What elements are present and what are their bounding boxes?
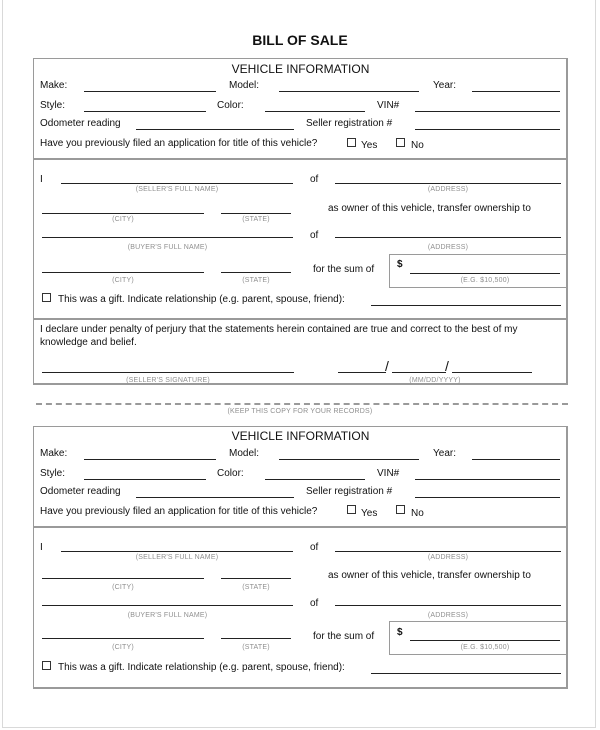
transfer-section: [33, 160, 568, 320]
buyer-city-caption: (CITY): [112, 277, 134, 284]
filed-question-copy: Have you previously filed an application for title of this vehicle?: [40, 506, 318, 517]
vin-label: VIN#: [377, 100, 400, 111]
seller-state-field-copy[interactable]: [221, 578, 291, 579]
seller-registration-field-copy[interactable]: [415, 497, 560, 498]
seller-address-caption-copy: (ADDRESS): [427, 554, 469, 561]
buyer-state-field-copy[interactable]: [221, 638, 291, 639]
buyer-name-caption-copy: (BUYER'S FULL NAME): [127, 612, 208, 619]
sum-box-copy: [389, 621, 568, 655]
document-title: BILL OF SALE: [252, 32, 348, 48]
of-label-copy: of: [310, 542, 319, 553]
declaration-text-line1: I declare under penalty of perjury that the statements herein contained are true and correct to the best of my: [40, 324, 518, 335]
i-label-copy: I: [40, 542, 43, 553]
gift-checkbox-copy[interactable]: [42, 661, 51, 670]
buyer-address-field-copy[interactable]: [335, 605, 561, 606]
cut-line: [36, 403, 568, 405]
filed-question: Have you previously filed an application for title of this vehicle?: [40, 138, 318, 149]
of-label-buyer: of: [310, 230, 319, 241]
owner-transfer-text-copy: as owner of this vehicle, transfer ownership to: [328, 570, 531, 581]
declaration-text-line2: knowledge and belief.: [40, 337, 137, 348]
vin-field-copy[interactable]: [415, 479, 560, 480]
model-field[interactable]: [279, 91, 419, 92]
of-label-buyer-copy: of: [310, 598, 319, 609]
year-label: Year:: [433, 80, 456, 91]
no-label-copy: No: [411, 508, 424, 519]
date-format-caption: (MM/DD/YYYY): [409, 377, 461, 384]
seller-name-field[interactable]: [61, 183, 293, 184]
seller-address-field-copy[interactable]: [335, 551, 561, 552]
seller-name-caption-copy: (SELLER'S FULL NAME): [135, 554, 219, 561]
sum-field-copy[interactable]: [410, 640, 560, 641]
buyer-state-caption-copy: (STATE): [242, 644, 270, 651]
dollar-sign: $: [397, 259, 403, 270]
buyer-city-caption-copy: (CITY): [112, 644, 134, 651]
seller-state-caption-copy: (STATE): [242, 584, 270, 591]
odometer-field[interactable]: [136, 129, 294, 130]
year-field[interactable]: [472, 91, 560, 92]
odometer-field-copy[interactable]: [136, 497, 294, 498]
seller-city-field[interactable]: [42, 213, 204, 214]
vin-field[interactable]: [415, 111, 560, 112]
style-field-copy[interactable]: [84, 479, 206, 480]
seller-name-caption: (SELLER'S FULL NAME): [135, 186, 219, 193]
color-field-copy[interactable]: [265, 479, 365, 480]
buyer-name-field[interactable]: [42, 237, 293, 238]
date-day-field[interactable]: [392, 372, 446, 373]
gift-relationship-field[interactable]: [371, 305, 561, 306]
buyer-name-caption: (BUYER'S FULL NAME): [127, 244, 208, 251]
make-field-copy[interactable]: [84, 459, 216, 460]
gift-label: This was a gift. Indicate relationship (e.g. parent, spouse, friend):: [58, 294, 345, 305]
date-slash-2: /: [445, 358, 449, 374]
buyer-city-field[interactable]: [42, 272, 204, 273]
transfer-section-copy: [33, 528, 568, 689]
i-label: I: [40, 174, 43, 185]
gift-relationship-field-copy[interactable]: [371, 673, 561, 674]
buyer-address-caption-copy: (ADDRESS): [427, 612, 469, 619]
buyer-city-field-copy[interactable]: [42, 638, 204, 639]
color-field[interactable]: [265, 111, 365, 112]
sum-label: for the sum of: [313, 264, 375, 275]
year-field-copy[interactable]: [472, 459, 560, 460]
style-field[interactable]: [84, 111, 206, 112]
sum-box: [389, 254, 568, 288]
seller-city-caption: (CITY): [112, 216, 134, 223]
buyer-name-field-copy[interactable]: [42, 605, 293, 606]
vin-label-copy: VIN#: [377, 468, 400, 479]
seller-state-caption: (STATE): [242, 216, 270, 223]
sum-field[interactable]: [410, 273, 560, 274]
make-label-copy: Make:: [40, 448, 68, 459]
seller-registration-label: Seller registration #: [306, 118, 393, 129]
keep-copy-note: (KEEP THIS COPY FOR YOUR RECORDS): [227, 408, 373, 415]
style-label-copy: Style:: [40, 468, 66, 479]
buyer-state-caption: (STATE): [242, 277, 270, 284]
no-label: No: [411, 140, 424, 151]
no-checkbox[interactable]: [396, 138, 405, 147]
year-label-copy: Year:: [433, 448, 456, 459]
no-checkbox-copy[interactable]: [396, 505, 405, 514]
model-label: Model:: [229, 80, 260, 91]
odometer-label: Odometer reading: [40, 118, 121, 129]
buyer-address-caption: (ADDRESS): [427, 244, 469, 251]
of-label: of: [310, 174, 319, 185]
buyer-address-field[interactable]: [335, 237, 561, 238]
style-label: Style:: [40, 100, 66, 111]
sum-example-caption-copy: (E.G. $10,500): [460, 644, 510, 651]
dollar-sign-copy: $: [397, 627, 403, 638]
date-slash-1: /: [385, 358, 389, 374]
yes-label: Yes: [361, 140, 378, 151]
make-field[interactable]: [84, 91, 216, 92]
color-label: Color:: [217, 100, 244, 111]
seller-state-field[interactable]: [221, 213, 291, 214]
seller-signature-field[interactable]: [42, 372, 294, 373]
sum-example-caption: (E.G. $10,500): [460, 277, 510, 284]
declaration-section: [33, 320, 568, 385]
model-field-copy[interactable]: [279, 459, 419, 460]
owner-transfer-text: as owner of this vehicle, transfer ownership to: [328, 203, 531, 214]
seller-city-caption-copy: (CITY): [112, 584, 134, 591]
model-label-copy: Model:: [229, 448, 260, 459]
date-year-field[interactable]: [452, 372, 532, 373]
seller-name-field-copy[interactable]: [61, 551, 293, 552]
vehicle-info-section-copy: [33, 426, 568, 528]
color-label-copy: Color:: [217, 468, 244, 479]
gift-checkbox[interactable]: [42, 293, 51, 302]
seller-registration-label-copy: Seller registration #: [306, 486, 393, 497]
seller-address-field[interactable]: [335, 183, 561, 184]
odometer-label-copy: Odometer reading: [40, 486, 121, 497]
yes-label-copy: Yes: [361, 508, 378, 519]
make-label: Make:: [40, 80, 68, 91]
seller-city-field-copy[interactable]: [42, 578, 204, 579]
buyer-state-field[interactable]: [221, 272, 291, 273]
gift-label-copy: This was a gift. Indicate relationship (e.g. parent, spouse, friend):: [58, 662, 345, 673]
yes-checkbox[interactable]: [347, 138, 356, 147]
vehicle-info-heading: VEHICLE INFORMATION: [231, 62, 370, 76]
sum-label-copy: for the sum of: [313, 631, 375, 642]
seller-registration-field[interactable]: [415, 129, 560, 130]
seller-address-caption: (ADDRESS): [427, 186, 469, 193]
date-month-field[interactable]: [338, 372, 386, 373]
seller-signature-caption: (SELLER'S SIGNATURE): [126, 377, 210, 384]
yes-checkbox-copy[interactable]: [347, 505, 356, 514]
vehicle-info-section: [33, 58, 568, 160]
vehicle-info-heading-copy: VEHICLE INFORMATION: [231, 429, 370, 443]
